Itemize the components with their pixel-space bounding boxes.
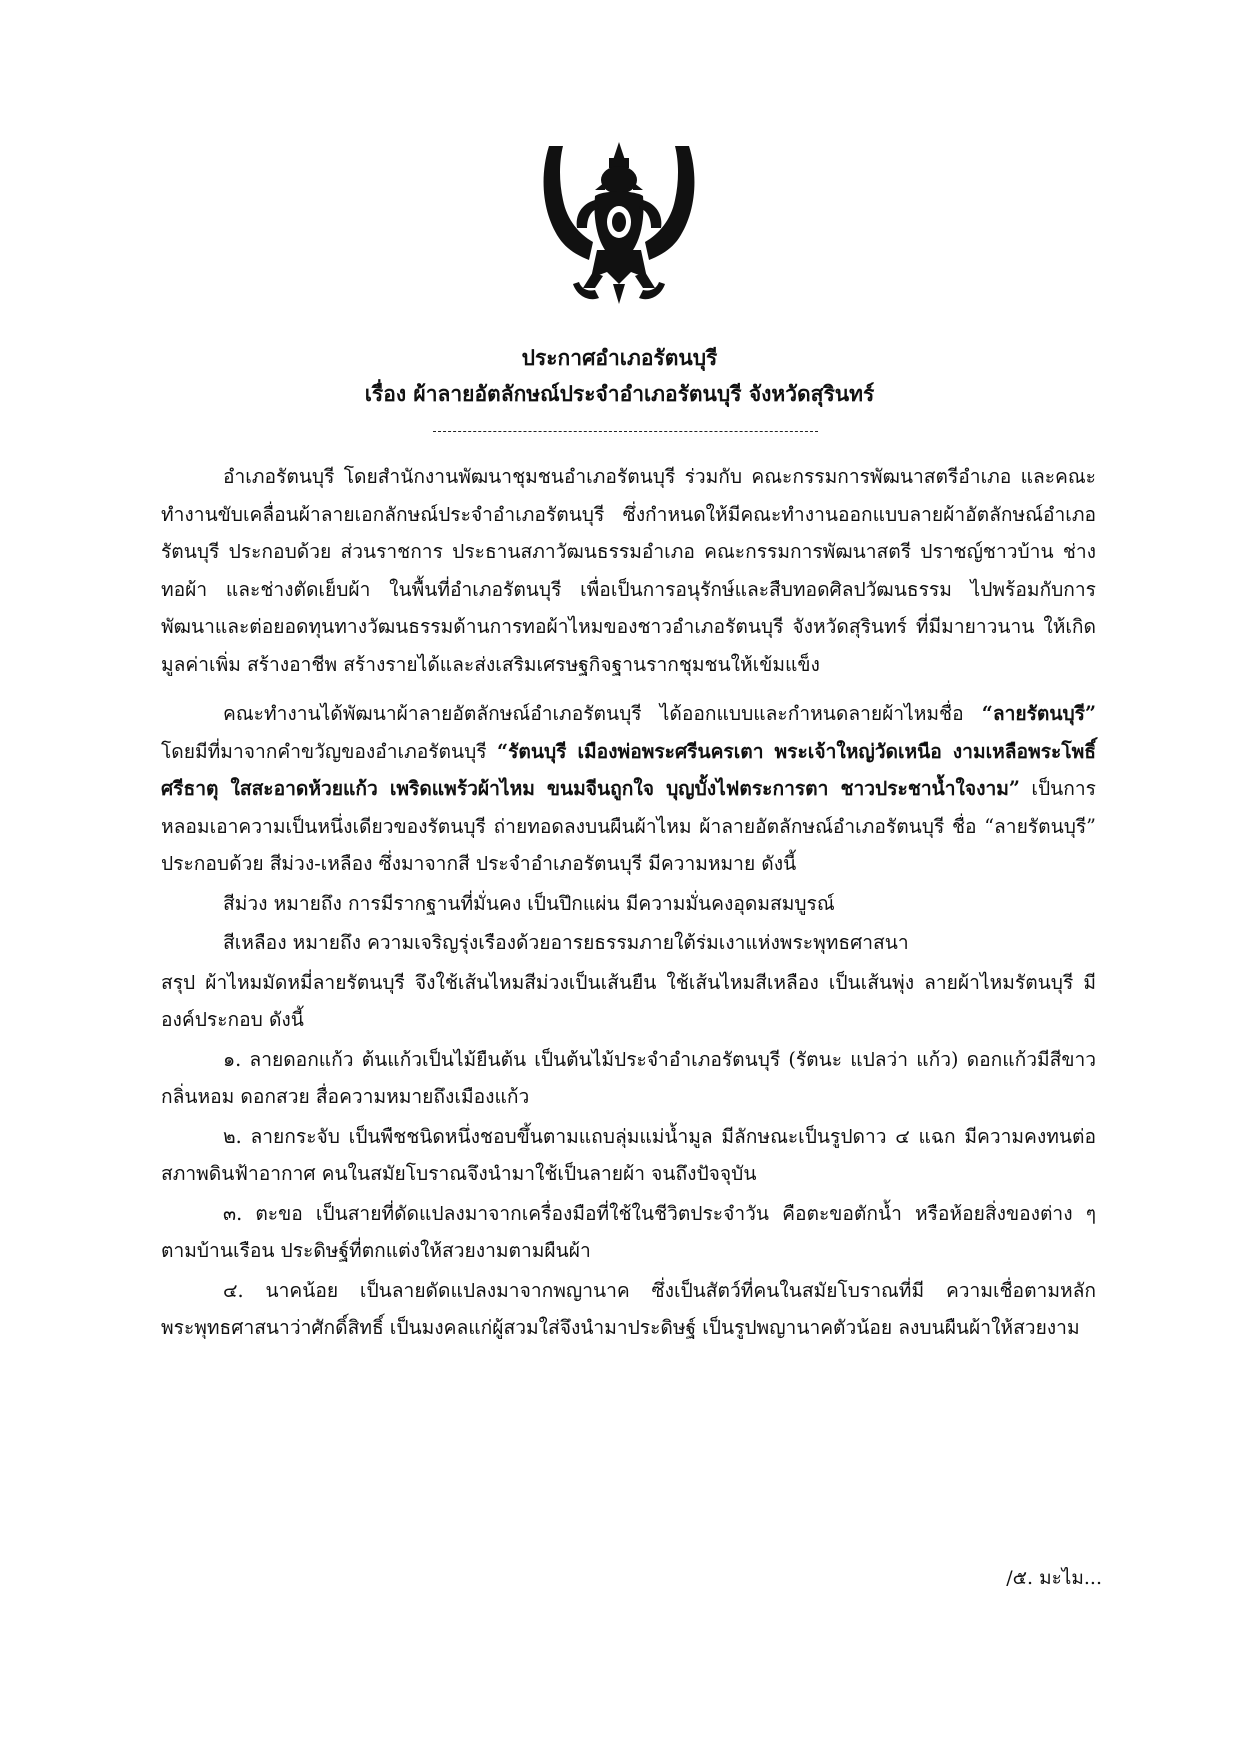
page-subject: เรื่อง ผ้าลายอัตลักษณ์ประจำอำเภอรัตนบุรี จังหวัดสุรินทร์ [364, 381, 875, 406]
list-item-1: ๑. ลายดอกแก้ว ต้นแก้วเป็นไม้ยืนต้น เป็นต้นไม้ประจำอำเภอรัตนบุรี (รัตนะ แปลว่า แก้ว) ดอกแก้วมีสีขาว กลิ่นหอม ดอกสวย สื่อความหมายถึงเมืองแก้ว [161, 1047, 1096, 1108]
continued-marker: /๕. มะไม... [1006, 1567, 1102, 1589]
list-item-4: ๔. นาคน้อย เป็นลายดัดแปลงมาจากพญานาค ซึ่งเป็นสัตว์ที่คนในสมัยโบราณที่มี ความเชื่อตามหลักพระพุทธศาสนาว่าศักดิ์สิทธิ์ เป็นมงคลแก่ผู้สวมใส่จึงนำมาประดิษฐ์ เป็นรูปพญานาคตัวน้อย ลงบนผืนผ้าให้สวยงาม [161, 1278, 1096, 1339]
paragraph-pattern [161, 695, 1096, 883]
list-item-3: ๓. ตะขอ เป็นสายที่ดัดแปลงมาจากเครื่องมือที่ใช้ในชีวิตประจำวัน คือตะขอตักน้ำ หรือห้อยสิ่งของต่าง ๆ ตามบ้านเรือน ประดิษฐ์ที่ตกแต่งให้สวยงามตามผืนผ้า [161, 1201, 1096, 1262]
pattern-text-c: เป็นการหลอมเอาความเป็นหนึ่งเดียวของรัตนบุรี ถ่ายทอดลงบนผืนผ้าไหม ผ้าลายอัตลักษณ์อำเภอรัตนบุรี ชื่อ “ลายรัตนบุรี” ประกอบด้วย สีม่วง-เหลือง ซึ่งมาจากสี ประจำอำเภอรัตนบุรี มีความหมาย ดังนี้ [161, 777, 1096, 875]
page-title: ประกาศอำเภอรัตนบุรี [521, 345, 718, 370]
pattern-text-b: โดยมีที่มาจากคำขวัญของอำเภอรัตนบุรี [161, 739, 498, 763]
list-item-2: ๒. ลายกระจับ เป็นพืชชนิดหนึ่งชอบขึ้นตามแถบลุ่มแม่น้ำมูล มีลักษณะเป็นรูปดาว ๔ แฉก มีความคงทนต่อสภาพดินฟ้าอากาศ คนในสมัยโบราณจึงนำมาใช้เป็นลายผ้า จนถึงปัจจุบัน [161, 1124, 1096, 1185]
garuda-emblem-icon [533, 138, 705, 306]
title-divider [433, 431, 818, 432]
meaning-yellow: สีเหลือง หมายถึง ความเจริญรุ่งเรืองด้วยอารยธรรมภายใต้ร่มเงาแห่งพระพุทธศาสนา [223, 931, 909, 954]
title-block [0, 340, 1239, 412]
pattern-text-a: คณะทำงานได้พัฒนาผ้าลายอัตลักษณ์อำเภอรัตนบุรี ได้ออกแบบและกำหนดลายผ้าไหมชื่อ [223, 702, 982, 725]
pattern-name: “ลายรัตนบุรี” [981, 702, 1096, 725]
meaning-purple: สีม่วง หมายถึง การมีรากฐานที่มั่นคง เป็นปึกแผ่น มีความมั่นคงอุดมสมบูรณ์ [223, 891, 835, 915]
summary-paragraph: สรุป ผ้าไหมมัดหมี่ลายรัตนบุรี จึงใช้เส้นไหมสีม่วงเป็นเส้นยืน ใช้เส้นไหมสีเหลือง เป็นเส้นพุ่ง ลายผ้าไหมรัตนบุรี มีองค์ประกอบ ดังนี้ [161, 970, 1096, 1031]
announcement-body [161, 458, 1096, 1349]
district-slogan: “รัตนบุรี เมืองพ่อพระศรีนครเตา พระเจ้าใหญ่วัดเหนือ งามเหลือพระโพธิ์ศรีธาตุ ใสสะอาดห้วยแก้ว เพริดแพร้วผ้าไหม ขนมจีนถูกใจ บุญบั้งไฟตระการตา ชาวประชาน้ำใจงาม” [161, 739, 1097, 800]
paragraph-intro: อำเภอรัตนบุรี โดยสำนักงานพัฒนาชุมชนอำเภอรัตนบุรี ร่วมกับ คณะกรรมการพัฒนาสตรีอำเภอ และคณะทำงานขับเคลื่อนผ้าลายเอกลักษณ์ประจำอำเภอรัตนบุรี ซึ่งกำหนดให้มีคณะทำงานออกแบบลายผ้าอัตลักษณ์อำเภอรัตนบุรี ประกอบด้วย ส่วนราชการ ประธานสภาวัฒนธรรมอำเภอ คณะกรรมการพัฒนาสตรี ปราชญ์ชาวบ้าน ช่างทอผ้า และช่างตัดเย็บผ้า ในพื้นที่อำเภอรัตนบุรี เพื่อเป็นการอนุรักษ์และสืบทอดศิลปวัฒนธรรม ไปพร้อมกับการพัฒนาและต่อยอดทุนทางวัฒนธรรมด้านการทอผ้าไหมของชาวอำเภอรัตนบุรี จังหวัดสุรินทร์ ที่มีมายาวนาน ให้เกิดมูลค่าเพิ่ม สร้างอาชีพ สร้างรายได้และส่งเสริมเศรษฐกิจฐานรากชุมชนให้เข้มแข็ง [161, 465, 1096, 676]
